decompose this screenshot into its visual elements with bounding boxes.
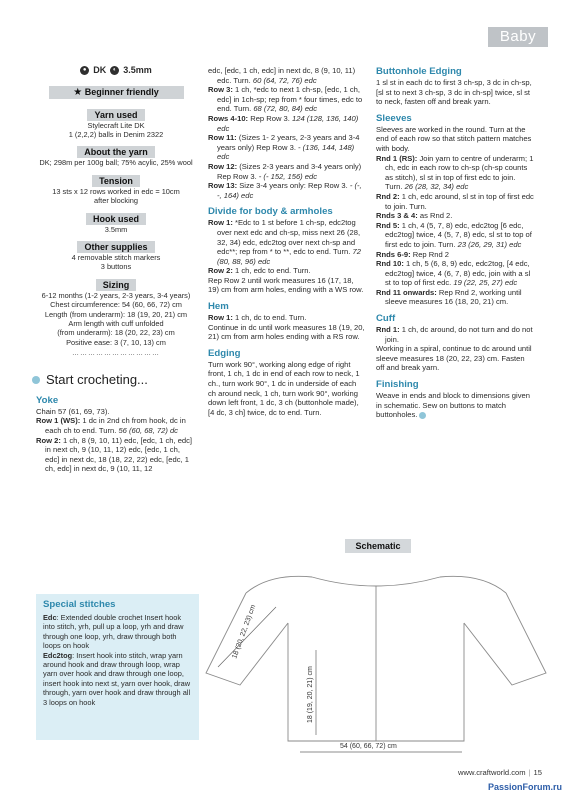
tension-heading: Tension <box>92 175 140 187</box>
buttonhole-text: 1 sl st in each dc to first 3 ch-sp, 3 dc in ch-sp, [sl st to next 3 ch-sp, 3 dc in ch-sp] twice, sl st to neck, fasten off and break yarn. <box>376 78 532 107</box>
yoke-row-2: Row 2: 1 ch, 8 (9, 10, 11) edc, [edc, 1 ch, edc] in next ch, 9 (10, 11, 12) edc, [edc, 1 ch, edc] in next dc, 18 (18, 22, 22) edc, [edc, 1 ch, edc] in next dc, 9 (10, 11, 12 <box>36 435 193 474</box>
sizing-info: 6-12 months (1-2 years, 2-3 years, 3-4 years) Chest circumference: 54 (60, 66, 72) cm Length (from underarm): 18 (19, 20, 21) cm Arm length with cuff unfolded (from underarm): 18 (20, 22, 23) cm Positive ease: 3 (7, 10, 13) cm <box>41 290 191 347</box>
yoke-row-3: Row 3: 1 ch, *edc to next 1 ch-sp, [edc, 1 ch, edc] in 1ch-sp; rep from * four times, edc to end. Turn. 68 (72, 80, 84) edc <box>208 85 363 114</box>
sleeve-rnd-6-9: Rnds 6-9: Rep Rnd 2 <box>376 249 450 259</box>
finishing-text: Weave in ends and block to dimensions given in schematic. Sew on buttons to match buttonholes. <box>376 391 530 420</box>
chest-dim-label: 54 (60, 66, 72) cm <box>340 743 397 750</box>
sleeve-rnd-10: Rnd 10: 1 ch, 5 (6, 8, 9) edc, edc2tog, [4 edc, edc2tog] twice, 4 (6, 7, 8) edc, join with a sl st to top of first edc. 19 (22, 25, 27) edc <box>376 259 531 288</box>
buttonhole-heading: Buttonhole Edging <box>376 66 462 77</box>
schematic-heading: Schematic <box>345 539 411 553</box>
column-pattern <box>208 66 366 417</box>
cuff-heading: Cuff <box>376 313 396 325</box>
cuff-text: Working in a spiral, continue to dc around until sleeve measures 18 (20, 22, 23) cm. Fasten off and break yarn. <box>376 344 532 373</box>
neckline <box>312 577 440 586</box>
yoke-row-1: Row 1 (WS): 1 dc in 2nd ch from hook, dc in each ch to end. Turn. 56 (60, 68, 72) dc <box>36 416 186 436</box>
start-crocheting-heading: Start crocheting... <box>32 373 196 387</box>
edging-text: Turn work 90°, working along edge of right front, 1 ch, 1 dc in end of each row to neck, 1 ch., turn work 90°, 1 dc in underside of each ch around neck, 1 ch, turn work 90°, working down left front, 1 dc, 3 ch (buttonhole made), [4 dc, 3 ch] twice, dc to end. Turn. <box>208 359 360 417</box>
sleeves-heading: Sleeves <box>376 112 412 124</box>
supplies-heading: Other supplies <box>77 241 154 253</box>
dotted-divider: …………………………… <box>72 350 160 358</box>
special-stitches-box <box>36 594 199 740</box>
yarn-used-info: Stylecraft Lite DK 1 (2,2,2) balls in Denim 2322 <box>68 120 164 139</box>
divide-heading: Divide for body & armholes <box>208 206 333 218</box>
left-shoulder <box>246 576 312 593</box>
divide-row-1: Row 1: *Edc to 1 st before 1 ch-sp, edc2tog over next edc and ch-sp, miss next 26 (28, 32, 34) edc, edc2tog over next ch-sp and edc**; rep from * to **, edc to end. Turn. 72 (80, 88, 96) edc <box>208 218 361 266</box>
column-finishing <box>376 66 534 420</box>
hook-used-heading: Hook used <box>86 213 146 225</box>
sleeves-intro: Sleeves are worked in the round. Turn at the end of each row so that stitch pattern matches with body. <box>376 124 532 153</box>
schematic-diagram <box>200 555 550 755</box>
yoke-row-11: Row 11: (Sizes 1- 2 years, 2-3 years and 3-4 years only) Rep Row 3. - (136, 144, 148) edc <box>208 133 360 162</box>
edging-heading: Edging <box>208 347 241 359</box>
footer-site: www.craftworld.com <box>458 768 526 777</box>
right-shoulder <box>440 576 506 593</box>
hook-icon: ◐ <box>110 66 119 75</box>
about-yarn-heading: About the yarn <box>77 146 155 158</box>
sleeve-dim-label: 18 (20, 22, 23) cm <box>231 603 258 660</box>
bullet-icon <box>32 376 40 384</box>
watermark: PassionForum.ru <box>487 782 562 792</box>
page-number: 15 <box>533 768 542 777</box>
supplies-info: 4 removable stitch markers 3 buttons <box>71 253 161 272</box>
yoke-rows-4-10: Rows 4-10: Rep Row 3. 124 (128, 136, 140) edc <box>208 113 359 133</box>
page-footer <box>458 768 542 778</box>
sleeve-rnd-3-4: Rnds 3 & 4: as Rnd 2. <box>376 211 453 221</box>
body-dim-label: 18 (19, 20, 21) cm <box>307 666 314 723</box>
skill-level-badge: ★ Beginner friendly <box>49 86 184 99</box>
right-sleeve <box>464 593 546 685</box>
tension-info: 13 sts x 12 rows worked in edc = 10cm after blocking <box>52 186 180 206</box>
yoke-row-2-cont: edc, [edc, 1 ch, edc] in next dc, 8 (9, 10, 11) edc. Turn. 60 (64, 72, 76) edc <box>208 66 356 85</box>
edc-definition: Edc: Extended double crochet Insert hook into stitch, yrh, pull up a loop, yrh and draw through one loop, yrh, draw through both loops on hook <box>43 613 184 651</box>
yarn-weight: DK <box>93 65 107 75</box>
footer-separator: | <box>528 768 531 777</box>
sleeve-rnd-1: Rnd 1 (RS): Join yarn to centre of underarm; 1 ch, edc in each row to ch-sp (ch-sp counts as stitch), sl st in top of first edc to join. Turn. 26 (28, 32, 34) edc <box>376 153 534 192</box>
yarn-used-heading: Yarn used <box>87 109 144 121</box>
yarn-weight-hook-row <box>36 66 196 76</box>
special-stitches-heading: Special stitches <box>43 599 116 610</box>
yoke-row-13: Row 13: Size 3-4 years only: Rep Row 3. - (-, -, 164) edc <box>208 181 362 200</box>
star-icon: ★ <box>73 86 83 98</box>
sleeve-rnd-5: Rnd 5: 1 ch, 4 (5, 7, 8) edc, edc2tog [6 edc, edc2tog] twice, 4 (5, 7, 8) edc, sl st to top of first edc to join. Turn. 23 (26, 29, 31) edc <box>376 220 532 249</box>
finishing-heading: Finishing <box>376 379 419 391</box>
divide-repeat: Rep Row 2 until work measures 16 (17, 18, 19) cm from arm holes, ending with a WS row. <box>208 275 364 295</box>
yoke-row-12: Row 12: (Sizes 2-3 years and 3-4 years only) Rep Row 3. - (- 152, 156) edc <box>208 161 362 181</box>
about-yarn-info: DK; 298m per 100g ball; 75% acylic, 25% wool <box>39 158 193 168</box>
hem-row-1: Row 1: 1 ch, dc to end. Turn. <box>208 313 307 323</box>
hook-used-info: 3.5mm <box>104 224 128 234</box>
sleeve-rnd-2: Rnd 2: 1 ch, edc around, sl st in top of first edc to join. Turn. <box>376 191 534 211</box>
hem-repeat: Continue in dc until work measures 18 (19, 20, 21) cm from arm holes ending with a RS row. <box>208 322 365 342</box>
cuff-rnd-1: Rnd 1: 1 ch, dc around, do not turn and do not join. <box>376 325 533 344</box>
section-tag: Baby <box>488 27 548 47</box>
column-materials <box>36 66 196 474</box>
yarn-ball-icon: ● <box>80 66 89 75</box>
hook-size: 3.5mm <box>123 65 152 75</box>
left-sleeve <box>206 593 288 685</box>
sizing-heading: Sizing <box>96 279 137 291</box>
yoke-chain: Chain 57 (61, 69, 73). <box>36 406 110 416</box>
end-bullet-icon <box>419 412 426 419</box>
edc2tog-definition: Edc2tog: Insert hook into stitch, wrap yarn around hook and draw through loop, wrap yarn over hook and draw through one loop, insert hook into next st, yarn over hook, draw through, yarn over hook and draw through all 3 loops on hook <box>43 650 191 707</box>
divide-row-2: Row 2: 1 ch, edc to end. Turn. <box>208 266 311 276</box>
hem-heading: Hem <box>208 301 229 313</box>
yoke-heading: Yoke <box>36 394 59 406</box>
sleeve-rnd-11: Rnd 11 onwards: Rep Rnd 2, working until sleeve measures 16 (18, 20, 21) cm. <box>376 287 522 307</box>
